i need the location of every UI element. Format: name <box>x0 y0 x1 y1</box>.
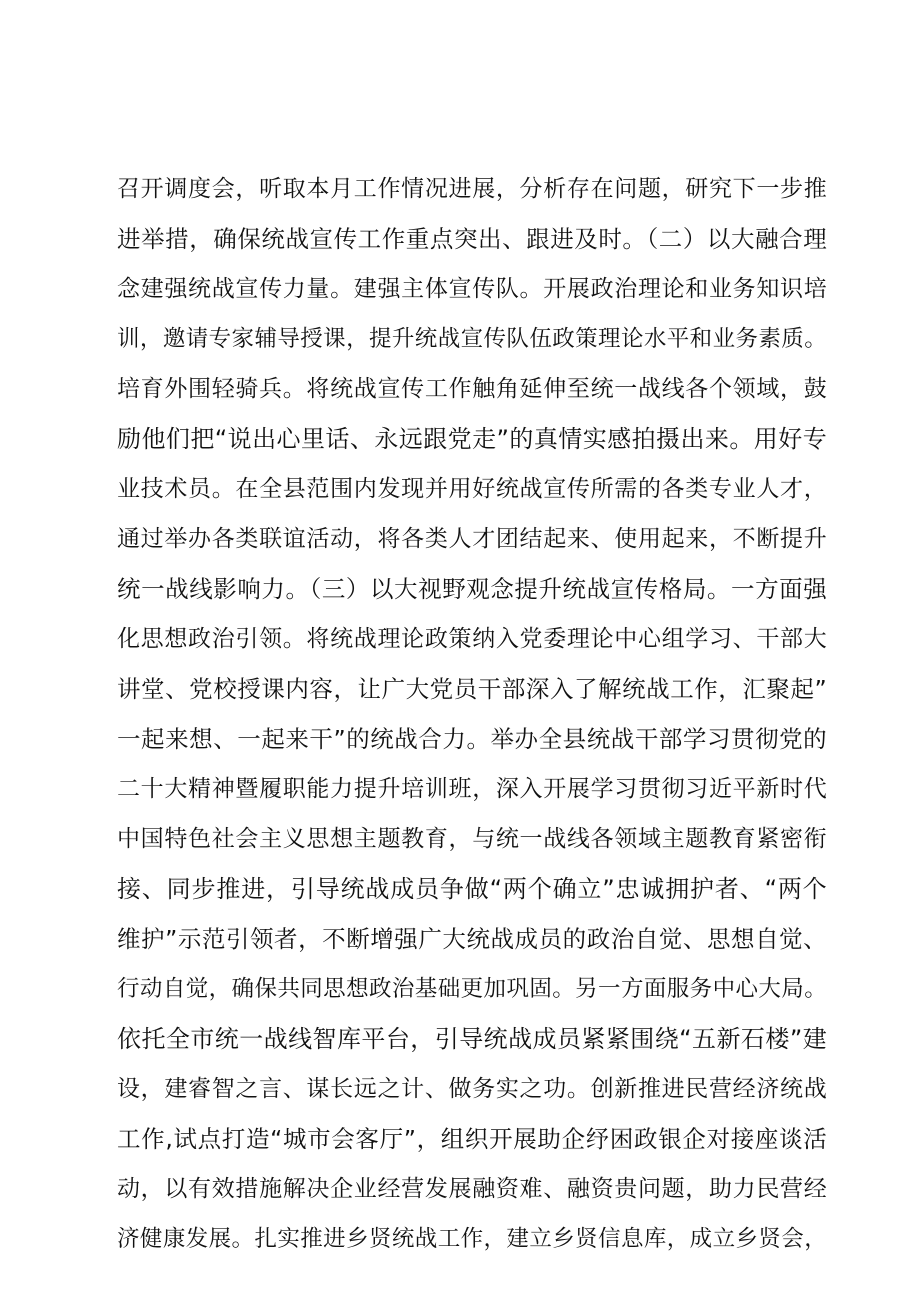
text-line-13: 二十大精神暨履职能力提升培训班，深入开展学习贯彻习近平新时代 <box>117 776 827 802</box>
text-line-18: 依托全市统一战线智库平台，引导统战成员紧紧围绕“五新石楼”建 <box>117 1025 827 1053</box>
text-line-19: 设，建睿智之言、谋长远之计、做务实之功。创新推进民营经济统战 <box>117 1076 827 1102</box>
text-line-1: 召开调度会，听取本月工作情况进展，分析存在问题，研究下一步推 <box>117 176 827 202</box>
text-line-7: 业技术员。在全县范围内发现并用好统战宣传所需的各类专业人才， <box>117 476 827 502</box>
text-line-15: 接、同步推进，引导统战成员争做“两个确立”忠诚拥护者、“两个 <box>117 875 827 903</box>
text-line-4: 训，邀请专家辅导授课，提升统战宣传队伍政策理论水平和业务素质。 <box>117 326 827 352</box>
text-line-10: 化思想政治引领。将统战理论政策纳入党委理论中心组学习、干部大 <box>117 626 827 652</box>
text-line-2: 进举措，确保统战宣传工作重点突出、跟进及时。（二）以大融合理 <box>117 225 827 253</box>
text-line-12: 一起来想、一起来干”的统战合力。举办全县统战干部学习贯彻党的 <box>117 725 827 753</box>
text-line-20: 工作,试点打造“城市会客厅”，组织开展助企纾困政银企对接座谈活 <box>117 1125 827 1153</box>
text-line-8: 通过举办各类联谊活动，将各类人才团结起来、使用起来，不断提升 <box>117 526 827 552</box>
text-line-3: 念建强统战宣传力量。建强主体宣传队。开展政治理论和业务知识培 <box>117 276 827 302</box>
body-paragraph <box>117 164 827 1264</box>
text-line-17: 行动自觉，确保共同思想政治基础更加巩固。另一方面服务中心大局。 <box>117 976 827 1002</box>
text-line-22: 济健康发展。扎实推进乡贤统战工作，建立乡贤信息库，成立乡贤会， <box>117 1226 827 1252</box>
text-line-9: 统一战线影响力。（三）以大视野观念提升统战宣传格局。一方面强 <box>117 575 827 603</box>
text-line-6: 励他们把“说出心里话、永远跟党走”的真情实感拍摄出来。用好专 <box>117 425 827 453</box>
text-line-21: 动，以有效措施解决企业经营发展融资难、融资贵问题，助力民营经 <box>117 1176 827 1202</box>
text-line-16: 维护”示范引领者，不断增强广大统战成员的政治自觉、思想自觉、 <box>117 925 827 953</box>
text-line-14: 中国特色社会主义思想主题教育，与统一战线各领域主题教育紧密衔 <box>117 826 827 852</box>
text-line-5: 培育外围轻骑兵。将统战宣传工作触角延伸至统一战线各个领域，鼓 <box>117 376 827 402</box>
text-line-11: 讲堂、党校授课内容，让广大党员干部深入了解统战工作，汇聚起” <box>117 675 827 703</box>
